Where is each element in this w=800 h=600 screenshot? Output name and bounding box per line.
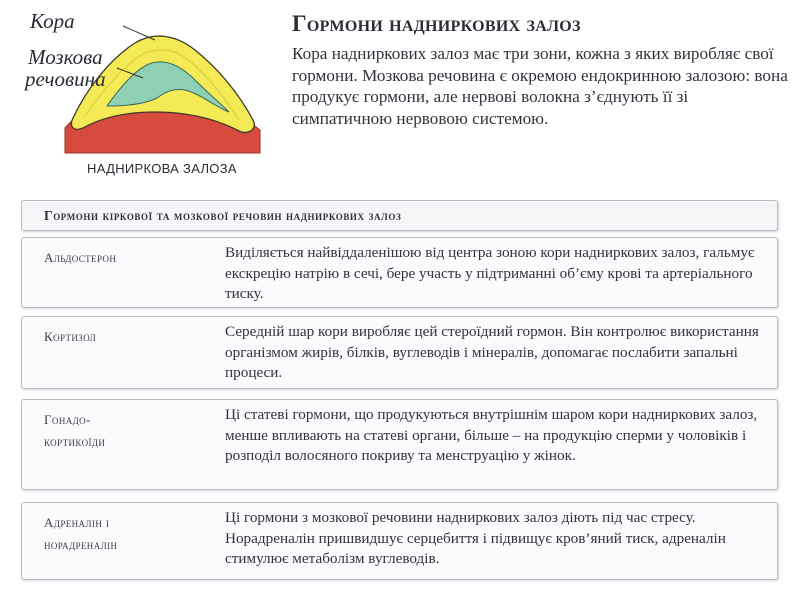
- figure-caption: НАДНИРКОВА ЗАЛОЗА: [87, 161, 237, 176]
- table-heading: Гормони кіркової та мозкової речовин надниркових залоз: [21, 200, 778, 231]
- hormone-name: [44, 326, 204, 348]
- table-row: [21, 316, 778, 389]
- hormone-name-line1: Альдостерон: [44, 250, 117, 265]
- page-title: Гормони надниркових залоз: [292, 11, 581, 36]
- label-medulla-line2: речовина: [25, 67, 106, 91]
- hormones-table: [21, 200, 778, 567]
- cortex-leader-line: [123, 26, 155, 40]
- hormone-description: Ці статеві гормони, що продукуються внутрішнім шаром кори надниркових залоз, менше впливають на статеві органи, більше – на продукцію сперми у чоловіків і розподіл волосяного покриву та менструацію у жінок.: [225, 406, 758, 464]
- label-medulla-line1: Мозкова: [28, 45, 103, 69]
- hormone-description: Середній шар кори виробляє цей стероїдний гормон. Він контролює використання організмом жирів, білків, вуглеводів і мінералів, допомагає послабити запальні процеси.: [225, 323, 759, 381]
- hormone-name-line2: кортикоїди: [44, 434, 106, 449]
- hormone-name: [44, 409, 204, 453]
- hormone-name-line1: Кортизол: [44, 329, 97, 344]
- table-row: [21, 237, 778, 308]
- table-row: [21, 399, 778, 490]
- hormone-name: [44, 247, 204, 269]
- adrenal-gland-figure: [25, 8, 275, 180]
- table-row: [21, 502, 778, 580]
- hormone-name-line1: Гонадо-: [44, 412, 91, 427]
- hormone-name-line1: Адреналін і: [44, 515, 110, 530]
- hormone-name-line2: норадреналін: [44, 537, 118, 552]
- hormone-name: [44, 512, 204, 556]
- label-cortex: Кора: [30, 9, 75, 33]
- hormone-description: Виділяється найвіддаленішою від центра зоною кори надниркових залоз, гальмує екскрецію натрію в сечі, бере участь у підтриманні об’єму крові та артеріального тиску.: [225, 244, 755, 302]
- intro-paragraph: Кора надниркових залоз має три зони, кожна з яких виробляє свої гормони. Мозкова речовина є окремою ендокринною залозою: вона продукує гормони, але нервові волокна з’єднують її зі симпатичною нервовою системою.: [292, 44, 788, 128]
- hormone-description: Ці гормони з мозкової речовини надниркових залоз діють під час стресу. Норадреналін пришвидшує серцебиття і підвищує кров’яний тиск, адреналін стимулює метаболізм вуглеводів.: [225, 509, 726, 567]
